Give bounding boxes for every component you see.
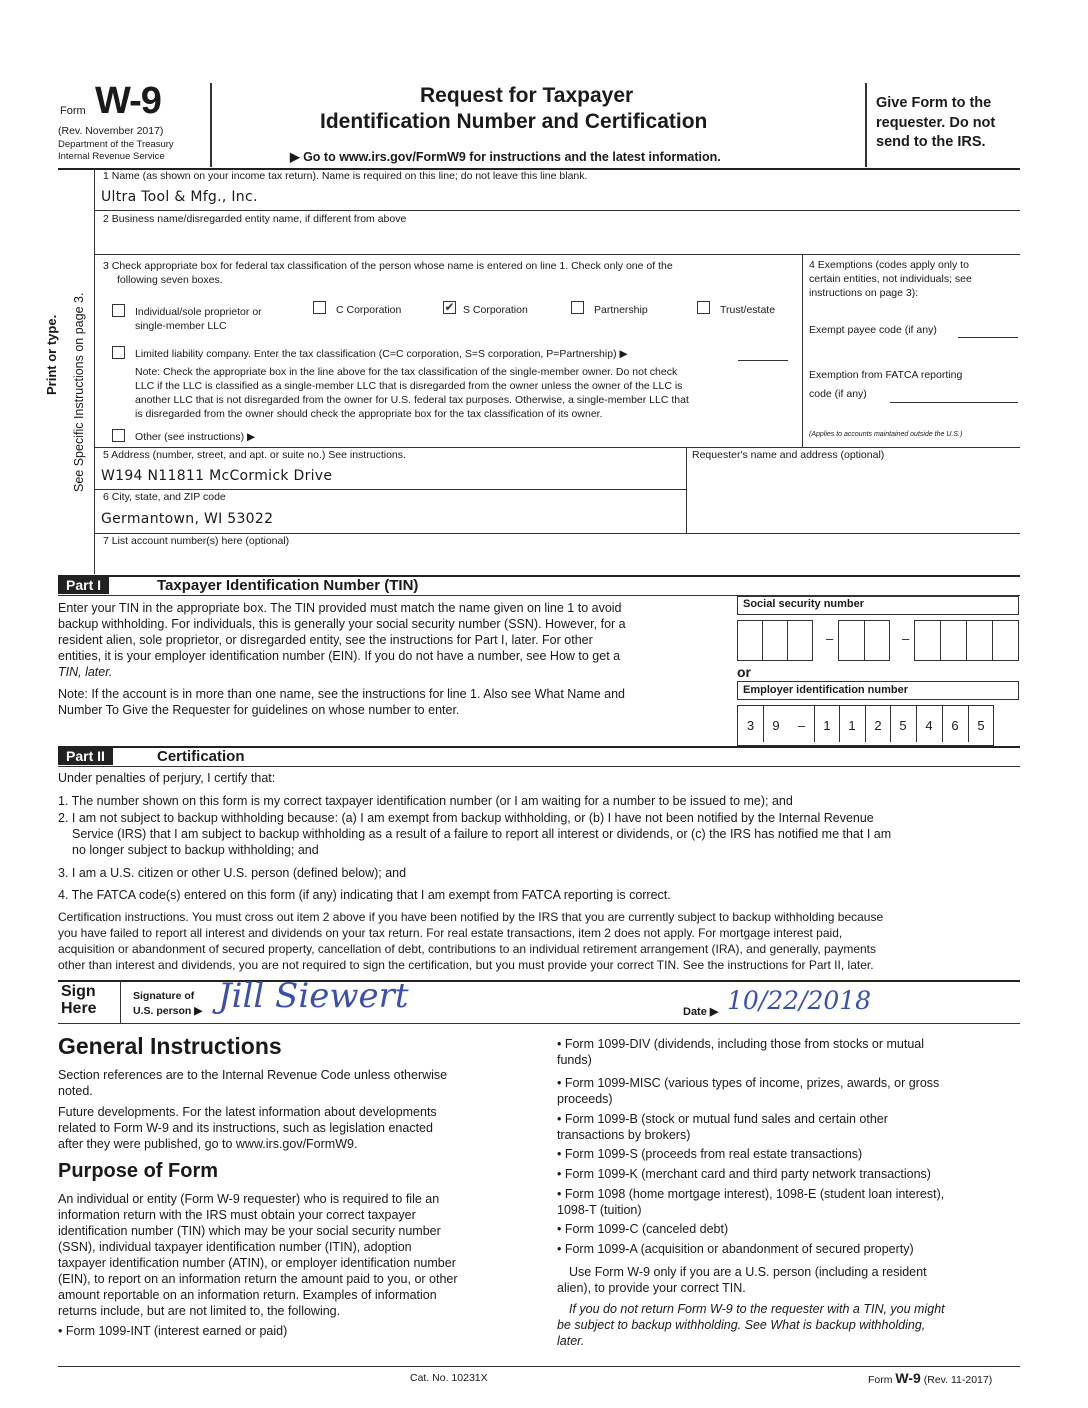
bullet-1098: • Form 1098 (home mortgage interest), 1098-E (student loan interest), xyxy=(557,1187,945,1201)
fatca-label-1: Exemption from FATCA reporting xyxy=(809,369,963,381)
department: Department of the Treasury xyxy=(58,139,174,150)
s-corp-checkbox[interactable]: ✔ xyxy=(444,300,455,314)
ssn-group-1[interactable] xyxy=(737,620,813,661)
general-instructions-heading: General Instructions xyxy=(58,1033,282,1059)
bullet-1099-misc-2: proceeds) xyxy=(557,1092,613,1106)
llc-checkbox[interactable] xyxy=(112,346,125,359)
catalog-number: Cat. No. 10231X xyxy=(410,1372,488,1384)
date-field[interactable]: 10/22/2018 xyxy=(727,986,872,1015)
line1-label: 1 Name (as shown on your income tax return). Name is required on this line; do not leave this line blank. xyxy=(103,170,588,182)
gen-section-2: noted. xyxy=(58,1084,93,1098)
llc-label: Limited liability company. Enter the tax classification (C=C corporation, S=S corporation, P=Partnership) ▶ xyxy=(135,348,628,360)
ssn-group-3[interactable] xyxy=(914,620,1019,661)
exemptions-label-2: certain entities, not individuals; see xyxy=(809,273,972,285)
line6-city-field[interactable]: Germantown, WI 53022 xyxy=(101,511,274,527)
fatca-label-2: code (if any) xyxy=(809,388,867,400)
note-line1: Note: Check the appropriate box in the line above for the tax classification of the single-member owner. Do not check xyxy=(135,366,678,378)
line3-label-2: following seven boxes. xyxy=(117,274,223,286)
bullet-1099-div-2: funds) xyxy=(557,1053,592,1067)
ssn-group-2[interactable] xyxy=(838,620,890,661)
ssn-dash-2: – xyxy=(902,631,910,646)
signature-label-2: U.S. person ▶ xyxy=(133,1005,203,1017)
cert-intro: Under penalties of perjury, I certify that: xyxy=(58,771,276,785)
goto-link[interactable]: ▶ Go to www.irs.gov/FormW9 for instructions and the latest information. xyxy=(290,150,721,164)
footer-revision: (Rev. 11-2017) xyxy=(923,1374,993,1386)
form-label: Form xyxy=(60,105,86,117)
ein-digit: 6 xyxy=(942,706,967,742)
part1-tag: Part I xyxy=(58,576,109,594)
footer-form-name: W-9 xyxy=(895,1370,921,1386)
or-label: or xyxy=(737,664,751,680)
bullet-1099-div: • Form 1099-DIV (dividends, including those from stocks or mutual xyxy=(557,1037,925,1051)
exemptions-label-1: 4 Exemptions (codes apply only to xyxy=(809,259,969,271)
note-line3: another LLC that is not disregarded from the owner for U.S. federal tax purposes. Otherwise, a single-member LLC that xyxy=(135,394,689,406)
ein-label: Employer identification number xyxy=(743,684,909,696)
partnership-checkbox[interactable] xyxy=(571,301,584,314)
part1-note-1: Note: If the account is in more than one name, see the instructions for line 1. Also see What Name and xyxy=(58,687,625,701)
line5-label: 5 Address (number, street, and apt. or suite no.) See instructions. xyxy=(103,449,406,461)
footer-form-label: Form xyxy=(868,1374,893,1386)
cert-instructions-1: Certification instructions. You must cross out item 2 above if you have been notified by the IRS that you are currently subject to backup withholding because xyxy=(58,910,884,924)
ein-digit: 4 xyxy=(916,706,941,742)
line6-label: 6 City, state, and ZIP code xyxy=(103,491,226,503)
ein-digit: 2 xyxy=(865,706,890,742)
part2-tag: Part II xyxy=(58,747,113,765)
fatca-applies-note: (Applies to accounts maintained outside the U.S.) xyxy=(809,431,963,438)
c-corp-label: C Corporation xyxy=(336,304,402,316)
line3-label: 3 Check appropriate box for federal tax classification of the person whose name is entered on line 1. Check only one of the xyxy=(103,260,673,272)
print-or-type: Print or type. xyxy=(44,314,59,395)
use-form-2: alien), to provide your correct TIN. xyxy=(557,1281,746,1295)
cert-item-4: 4. The FATCA code(s) entered on this form (if any) indicating that I am exempt from FATCA reporting is correct. xyxy=(58,888,671,902)
part1-para-3: resident alien, sole proprietor, or disregarded entity, see the instructions for Part I, later. For other xyxy=(58,633,593,647)
cert-item-2c: no longer subject to backup withholding; and xyxy=(72,843,319,857)
title-line2: Identification Number and Certification xyxy=(320,110,708,133)
part2-title: Certification xyxy=(157,748,245,765)
cert-item-2a: 2. I am not subject to backup withholding because: (a) I am exempt from backup withholding, or (b) I have not been notified by the Internal Revenue xyxy=(58,811,874,825)
gen-future-2: related to Form W-9 and its instructions, such as legislation enacted xyxy=(58,1121,433,1135)
line1-name-field[interactable]: Ultra Tool & Mfg., Inc. xyxy=(101,189,258,205)
if-not-return-1: If you do not return Form W-9 to the requester with a TIN, you might xyxy=(569,1302,945,1316)
revision: (Rev. November 2017) xyxy=(58,125,164,137)
ein-dash: – xyxy=(797,718,806,733)
purpose-7: amount reportable on an information return. Examples of information xyxy=(58,1288,437,1302)
cert-item-3: 3. I am a U.S. citizen or other U.S. person (defined below); and xyxy=(58,866,407,880)
bullet-1099-c: • Form 1099-C (canceled debt) xyxy=(557,1222,729,1236)
cert-instructions-2: you have failed to report all interest and dividends on your tax return. For real estate transactions, item 2 does not apply. For mortgage interest paid, xyxy=(58,926,843,940)
partnership-label: Partnership xyxy=(594,304,648,316)
bullet-1099-a: • Form 1099-A (acquisition or abandonment of secured property) xyxy=(557,1242,914,1256)
purpose-2: information return with the IRS must obtain your correct taxpayer xyxy=(58,1208,416,1222)
ein-digit: 5 xyxy=(890,706,915,742)
exempt-payee-label: Exempt payee code (if any) xyxy=(809,324,937,336)
gen-future-1: Future developments. For the latest information about developments xyxy=(58,1105,437,1119)
individual-label-2: single-member LLC xyxy=(135,320,227,332)
date-label: Date ▶ xyxy=(683,1006,719,1018)
note-line2: LLC if the LLC is classified as a single-member LLC that is disregarded from the owner unless the owner of the LLC is xyxy=(135,380,683,392)
individual-label: Individual/sole proprietor or xyxy=(135,306,262,318)
purpose-8: returns include, but are not limited to, the following. xyxy=(58,1304,341,1318)
cert-item-2b: Service (IRS) that I am subject to backup withholding as a result of a failure to report all interest or dividends, or (c) the IRS has notified me that I am xyxy=(72,827,892,841)
cert-instructions-4: other than interest and dividends, you are not required to sign the certification, but you must provide your correct TIN. See the instructions for Part II, later. xyxy=(58,958,874,972)
if-not-return-3: later. xyxy=(557,1334,585,1348)
bullet-1098-2: 1098-T (tuition) xyxy=(557,1203,642,1217)
exemptions-label-3: instructions on page 3): xyxy=(809,287,919,299)
individual-checkbox[interactable] xyxy=(112,304,125,317)
ein-field[interactable] xyxy=(737,705,994,746)
gen-section-1: Section references are to the Internal Revenue Code unless otherwise xyxy=(58,1068,448,1082)
line5-address-field[interactable]: W194 N11811 McCormick Drive xyxy=(101,468,333,484)
purpose-5: taxpayer identification number (ATIN), or employer identification number xyxy=(58,1256,456,1270)
exempt-payee-field[interactable] xyxy=(958,337,1018,338)
sign-label: Sign xyxy=(61,983,96,1000)
purpose-1: An individual or entity (Form W-9 requester) who is required to file an xyxy=(58,1192,440,1206)
llc-classification-field[interactable] xyxy=(738,360,788,361)
other-checkbox[interactable] xyxy=(112,429,125,442)
give-form-3: send to the IRS. xyxy=(876,134,986,150)
ein-digit: 1 xyxy=(839,706,864,742)
give-form-1: Give Form to the xyxy=(876,95,992,111)
line2-label: 2 Business name/disregarded entity name, if different from above xyxy=(103,213,407,225)
part1-title: Taxpayer Identification Number (TIN) xyxy=(157,577,419,594)
use-form-1: Use Form W-9 only if you are a U.S. person (including a resident xyxy=(569,1265,927,1279)
trust-label: Trust/estate xyxy=(720,304,776,316)
c-corp-checkbox[interactable] xyxy=(313,301,326,314)
purpose-heading: Purpose of Form xyxy=(58,1160,219,1182)
ein-digit: 1 xyxy=(814,706,839,742)
ein-digit: 3 xyxy=(746,718,755,733)
signature-label-1: Signature of xyxy=(133,990,195,1002)
ssn-dash-1: – xyxy=(826,631,834,646)
s-corp-label: S Corporation xyxy=(463,304,528,316)
agency: Internal Revenue Service xyxy=(58,151,165,162)
note-line4: is disregarded from the owner should check the appropriate box for the tax classification of its owner. xyxy=(135,408,603,420)
requester-label: Requester's name and address (optional) xyxy=(692,449,885,461)
bullet-1099-k: • Form 1099-K (merchant card and third party network transactions) xyxy=(557,1167,931,1181)
fatca-code-field[interactable] xyxy=(890,402,1018,403)
form-name: W-9 xyxy=(95,80,161,122)
specific-instructions: See Specific Instructions on page 3. xyxy=(72,292,86,492)
part1-para-2: backup withholding. For individuals, this is generally your social security number (SSN). However, for a xyxy=(58,617,626,631)
other-label: Other (see instructions) ▶ xyxy=(135,431,256,443)
part1-para-5: TIN, later. xyxy=(58,665,113,679)
ein-digit: 5 xyxy=(968,706,993,742)
trust-checkbox[interactable] xyxy=(697,301,710,314)
bullet-1099-b-2: transactions by brokers) xyxy=(557,1128,691,1142)
purpose-6: (EIN), to report on an information return the amount paid to you, or other xyxy=(58,1272,458,1286)
cert-item-1: 1. The number shown on this form is my correct taxpayer identification number (or I am waiting for a number to be issued to me); and xyxy=(58,794,793,808)
bullet-1099-misc: • Form 1099-MISC (various types of income, prizes, awards, or gross xyxy=(557,1076,940,1090)
part1-note-2: Number To Give the Requester for guidelines on whose number to enter. xyxy=(58,703,460,717)
purpose-4: (SSN), individual taxpayer identification number (ITIN), adoption xyxy=(58,1240,412,1254)
ssn-label: Social security number xyxy=(743,598,865,610)
here-label: Here xyxy=(61,1000,97,1017)
give-form-2: requester. Do not xyxy=(876,115,996,131)
cert-instructions-3: acquisition or abandonment of secured property, cancellation of debt, contributions to an individual retirement arrangement (IRA), and generally, payments xyxy=(58,942,877,956)
bullet-1099-b: • Form 1099-B (stock or mutual fund sales and certain other xyxy=(557,1112,888,1126)
title-line1: Request for Taxpayer xyxy=(420,84,634,107)
ein-digit: 9 xyxy=(763,706,788,742)
part1-para-4: entities, it is your employer identification number (EIN). If you do not have a number, see How to get a xyxy=(58,649,621,663)
gen-future-3: after they were published, go to www.irs.gov/FormW9. xyxy=(58,1137,358,1151)
bullet-1099-s: • Form 1099-S (proceeds from real estate transactions) xyxy=(557,1147,863,1161)
if-not-return-2: be subject to backup withholding. See What is backup withholding, xyxy=(557,1318,926,1332)
purpose-3: identification number (TIN) which may be your social security number xyxy=(58,1224,441,1238)
part1-para-1: Enter your TIN in the appropriate box. The TIN provided must match the name given on line 1 to avoid xyxy=(58,601,622,615)
bullet-1099-int: • Form 1099-INT (interest earned or paid) xyxy=(58,1324,288,1338)
signature-field[interactable]: Jill Siewert xyxy=(218,976,409,1016)
line7-label: 7 List account number(s) here (optional) xyxy=(103,535,290,547)
